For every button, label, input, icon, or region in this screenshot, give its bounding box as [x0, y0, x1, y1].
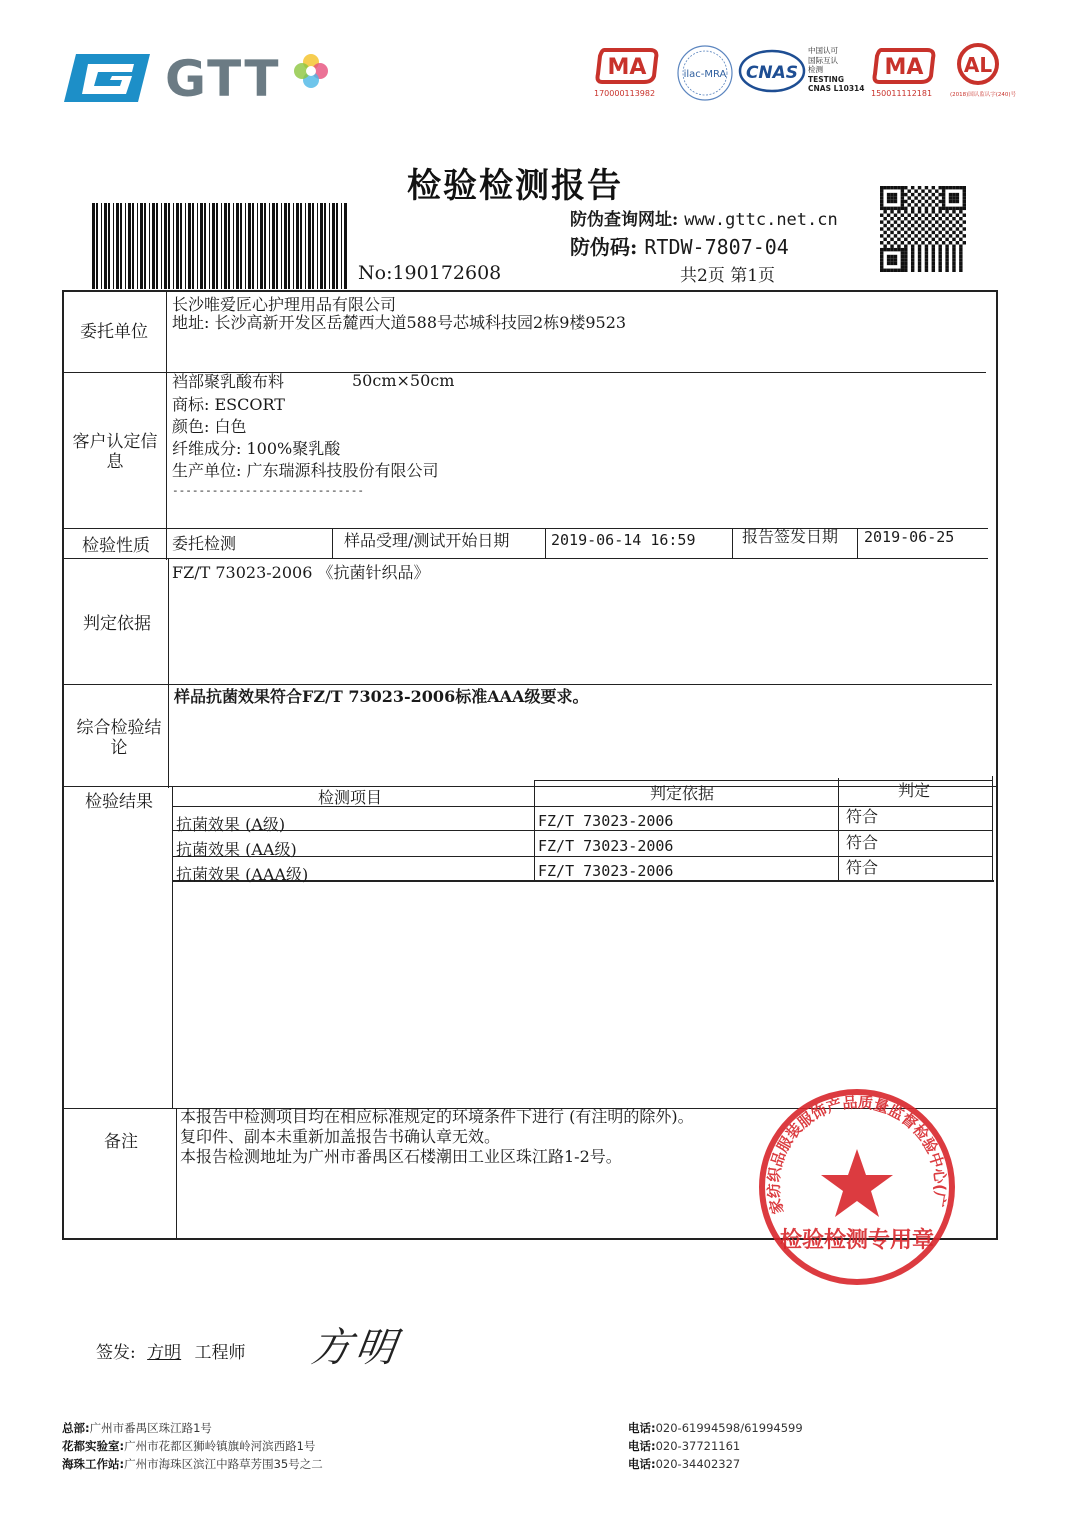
page-count: 共2页 第1页: [680, 266, 776, 286]
footer-tel-1-value: 020-61994598/61994599: [655, 1421, 803, 1435]
cal-logo: [950, 42, 1020, 98]
cnas-line-2: 国际互认: [808, 55, 838, 65]
results-col-item: 检测项目: [318, 788, 383, 807]
footer-huadu-label: 花都实验室:: [62, 1439, 125, 1453]
anti-fake-code: [570, 231, 789, 260]
conclusion-value: 样品抗菌效果符合FZ/T 73023-2006标准AAA级要求。: [174, 687, 589, 706]
cma-number-1: 170000113982: [594, 89, 656, 98]
cnas-caption: [808, 46, 864, 94]
ilac-mra-text: ilac-MRA: [683, 69, 727, 80]
product-color: 颜色: 白色: [172, 417, 247, 436]
cma-logo-2: [871, 46, 941, 98]
remarks-line-3: 本报告检测地址为广州市番禺区石楼潮田工业区珠江路1-2号。: [180, 1147, 622, 1166]
result-item: 抗菌效果 (A级): [176, 815, 286, 834]
footer-tel-2: [628, 1438, 740, 1454]
footer-tel-2-value: 020-37721161: [655, 1439, 741, 1453]
cnas-logo: [738, 48, 806, 98]
product-fiber: 纤维成分: 100%聚乳酸: [172, 439, 341, 458]
client-name: 长沙唯爱匠心护理用品有限公司: [172, 295, 397, 314]
product-brand: 商标: ESCORT: [172, 395, 285, 414]
gtt-flower-icon: [293, 53, 329, 93]
code-label: 防伪码:: [570, 235, 638, 259]
gtt-emblem-icon: [62, 52, 152, 104]
cnas-line-5: CNAS L10314: [808, 84, 865, 93]
result-basis: FZ/T 73023-2006: [538, 812, 674, 830]
cnas-text: CNAS: [745, 63, 799, 83]
signature-block: [96, 1338, 246, 1363]
receive-date-label: 样品受理/测试开始日期: [344, 531, 510, 550]
barcode: [90, 203, 352, 293]
footer-tel-2-label: 电话:: [628, 1439, 656, 1453]
footer-tel-1: [628, 1420, 803, 1436]
inspection-type-label: 检验性质: [82, 536, 150, 556]
qr-code: [880, 186, 966, 276]
footer-tel-1-label: 电话:: [628, 1421, 656, 1435]
remarks-label: 备注: [104, 1132, 138, 1152]
basis-value: FZ/T 73023-2006 《抗菌针织品》: [172, 563, 430, 582]
issue-date-value: 2019-06-25: [864, 528, 955, 546]
issue-date-label: 报告签发日期: [742, 527, 839, 546]
handwritten-signature: 方明: [308, 1325, 403, 1371]
footer-tel-3-label: 电话:: [628, 1457, 656, 1471]
customer-info-dashes: -----------------------------: [172, 484, 365, 497]
result-basis: FZ/T 73023-2006: [538, 837, 674, 855]
product-size: 50cm×50cm: [352, 371, 455, 390]
ilac-mra-logo: [675, 44, 735, 106]
results-col-basis: 判定依据: [650, 784, 715, 803]
footer-haizhu: [62, 1456, 323, 1472]
result-item: 抗菌效果 (AAA级): [176, 865, 309, 884]
results-label: 检验结果: [85, 792, 153, 812]
cal-number: (2018)国认监认字(240)号: [950, 92, 1017, 98]
result-verdict: 符合: [846, 807, 879, 826]
footer-tel-3: [628, 1456, 740, 1472]
results-col-result: 判定: [898, 781, 931, 800]
inspection-type-value: 委托检测: [172, 534, 237, 553]
cnas-line-4: TESTING: [808, 74, 844, 84]
signer-title: 工程师: [194, 1343, 246, 1363]
official-seal: [752, 1087, 962, 1291]
signature-label: 签发:: [96, 1343, 136, 1363]
result-basis: FZ/T 73023-2006: [538, 862, 674, 880]
footer-haizhu-value: 广州市海珠区滨江中路草芳围35号之二: [124, 1457, 323, 1471]
svg-text:MA: MA: [884, 55, 924, 80]
query-label: 防伪查询网址:: [570, 210, 679, 230]
svg-text:MA: MA: [607, 55, 647, 80]
seal-bottom-text: 检验检测专用章: [779, 1228, 935, 1253]
cma-logo-1: [594, 46, 664, 98]
customer-info-label: 客户认定信息: [72, 432, 158, 472]
seal-ring-text: 家纺织品服装服饰产品质量监督检验中心(广: [764, 1093, 950, 1216]
query-url: www.gttc.net.cn: [684, 210, 838, 230]
footer-huadu: [62, 1438, 315, 1454]
footer-hq: [62, 1420, 212, 1436]
footer-huadu-value: 广州市花都区狮岭镇旗岭河滨西路1号: [124, 1439, 316, 1453]
seal-star-icon: [821, 1149, 893, 1217]
signer-name: 方明: [147, 1343, 182, 1363]
product-producer: 生产单位: 广东瑞源科技股份有限公司: [172, 461, 439, 480]
product-name: 裆部聚乳酸布料: [172, 372, 285, 391]
conclusion-label: 综合检验结论: [76, 718, 162, 758]
remarks-line-2: 复印件、副本未重新加盖报告书确认章无效。: [180, 1127, 501, 1146]
receive-date-value: 2019-06-14 16:59: [551, 531, 696, 549]
svg-text:AL: AL: [963, 53, 993, 77]
gtt-logo: [62, 52, 152, 108]
result-item: 抗菌效果 (AA级): [176, 840, 297, 859]
footer-tel-3-value: 020-34402327: [655, 1457, 741, 1471]
result-verdict: 符合: [846, 858, 879, 877]
footer-haizhu-label: 海珠工作站:: [62, 1457, 125, 1471]
cma-number-2: 150011112181: [871, 89, 933, 98]
remarks-line-1: 本报告中检测项目均在相应标准规定的环境条件下进行 (有注明的除外)。: [180, 1107, 694, 1126]
code-value: RTDW-7807-04: [644, 235, 789, 259]
footer-hq-value: 广州市番禺区珠江路1号: [89, 1421, 212, 1435]
result-verdict: 符合: [846, 833, 879, 852]
cnas-line-1: 中国认可: [808, 46, 838, 55]
basis-label: 判定依据: [83, 614, 151, 634]
anti-fake-query: [570, 205, 838, 230]
cnas-line-3: 检测: [808, 65, 823, 74]
report-number: No:190172608: [358, 262, 502, 284]
report-title: 检验检测报告: [407, 166, 623, 206]
client-address: 地址: 长沙高新开发区岳麓西大道588号芯城科技园2栋9楼9523: [172, 313, 627, 332]
gtt-logo-text: GTT: [165, 50, 281, 108]
client-label: 委托单位: [80, 322, 148, 342]
footer-hq-label: 总部:: [62, 1421, 90, 1435]
